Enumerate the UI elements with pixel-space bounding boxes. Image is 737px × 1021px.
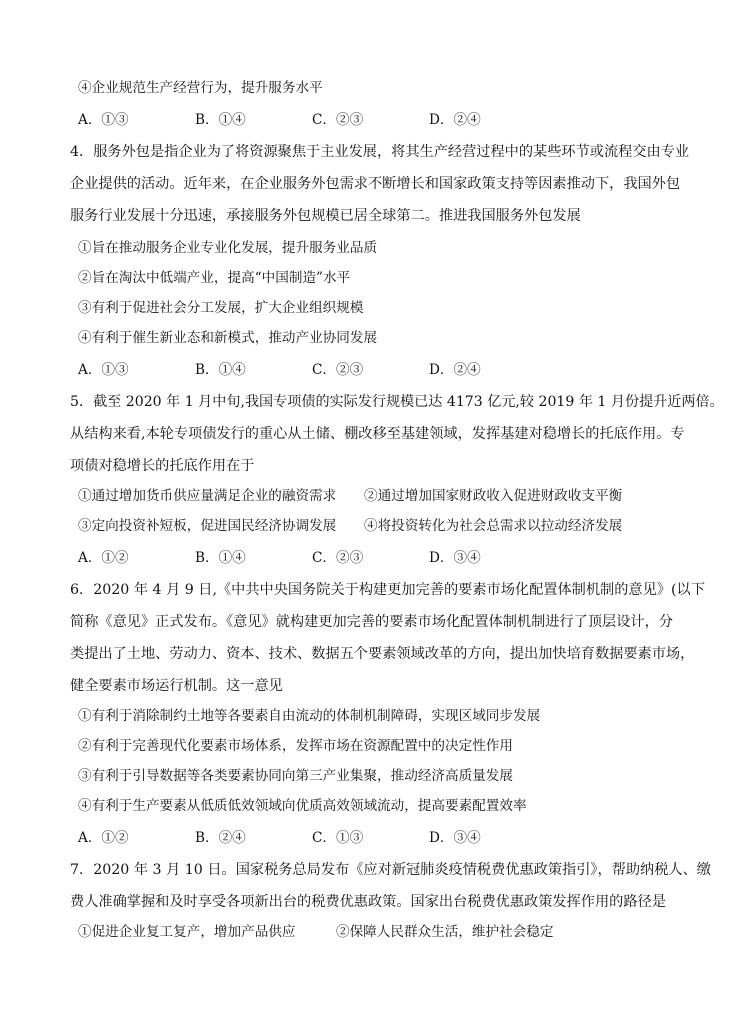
q5-option-2: ②通过增加国家财政收入促进财政收支平衡 [364,488,623,504]
q6-stem-line-3: 类提出了土地、劳动力、资本、技术、数据五个要素领域改革的方向，提出加快培育数据要素市场， [70,646,695,662]
q4-option-4: ④有利于催生新业态和新模式，推动产业协同发展 [78,330,378,346]
q4-option-3: ③有利于促进社会分工发展，扩大企业组织规模 [78,300,364,316]
answer-b: B．①④ [195,362,246,378]
q7-stem-line-2: 费人准确掌握和及时享受各项新出台的税费优惠政策。国家出台税费优惠政策发挥作用的路径是 [70,894,666,910]
q5-option-4: ④将投资转化为社会总需求以拉动经济发展 [364,518,623,534]
answer-a: A．①③ [78,362,129,378]
q6-option-2: ②有利于完善现代化要素市场体系，发挥市场在资源配置中的决定性作用 [78,738,513,754]
answer-b: B．①④ [195,550,246,566]
q4-stem-line-3: 服务行业发展十分迅速，承接服务外包规模已居全球第二。推进我国服务外包发展 [70,208,581,224]
answer-d: D．③④ [429,830,481,846]
q5-option-1: ①通过增加货币供应量满足企业的融资需求 [78,488,337,504]
answer-b: B．②④ [195,830,246,846]
q5-stem-line-1: 5．截至 2020 年 1 月中旬,我国专项债的实际发行规模已达 4173 亿元,较 2019 年 1 月份提升近两倍。 [70,394,724,410]
q4-stem-line-1: 4．服务外包是指企业为了将资源聚焦于主业发展，将其生产经营过程中的某些环节或流程交由专业 [70,144,690,160]
answer-d: D．②④ [429,362,481,378]
q7-option-1: ①促进企业复工复产，增加产品供应 [78,924,296,940]
q7-stem-line-1: 7．2020 年 3 月 10 日。国家税务总局发布《应对新冠肺炎疫情税费优惠政策指引》，帮助纳税人、缴 [70,862,711,878]
q4-option-2: ②旨在淘汰中低端产业，提高“中国制造”水平 [78,270,351,286]
q4-option-1: ①旨在推动服务企业专业化发展，提升服务业品质 [78,240,378,256]
answer-c: C．②③ [312,362,364,378]
answer-d: D．③④ [429,550,481,566]
q5-stem-line-2: 从结构来看,本轮专项债发行的重心从土储、棚改移至基建领域，发挥基建对稳增长的托底作用。专 [70,426,685,442]
q4-stem-line-2: 企业提供的活动。近年来，在企业服务外包需求不断增长和国家政策支持等因素推动下，我国外包 [70,176,681,192]
q6-option-4: ④有利于生产要素从低质低效领域向优质高效领域流动，提高要素配置效率 [78,798,527,814]
q5-option-3: ③定向投资补短板，促进国民经济协调发展 [78,518,337,534]
answer-d: D．②④ [429,112,481,128]
answer-a: A．①③ [78,112,129,128]
q6-stem-line-2: 简称《意见》正式发布。《意见》就构建更加完善的要素市场化配置体制机制进行了顶层设计，分 [70,614,673,630]
prev-option-4: ④企业规范生产经营行为，提升服务水平 [78,80,323,96]
answer-c: C．②③ [312,550,364,566]
answer-a: A．①② [78,550,129,566]
answer-b: B．①④ [195,112,246,128]
q7-option-2: ②保障人民群众生活，维护社会稳定 [336,924,554,940]
q6-option-1: ①有利于消除制约土地等各要素自由流动的体制机制障碍，实现区域同步发展 [78,708,541,724]
q5-stem-line-3: 项债对稳增长的托底作用在于 [70,458,255,474]
answer-c: C．①③ [312,830,364,846]
answer-a: A．①② [78,830,129,846]
q6-stem-line-4: 健全要素市场运行机制。这一意见 [70,678,283,694]
q6-option-3: ③有利于引导数据等各类要素协同向第三产业集聚，推动经济高质量发展 [78,768,513,784]
answer-c: C．②③ [312,112,364,128]
q6-stem-line-1: 6．2020 年 4 月 9 日,《中共中央国务院关于构建更加完善的要素市场化配置体制机制的意见》(以下 [70,582,705,598]
